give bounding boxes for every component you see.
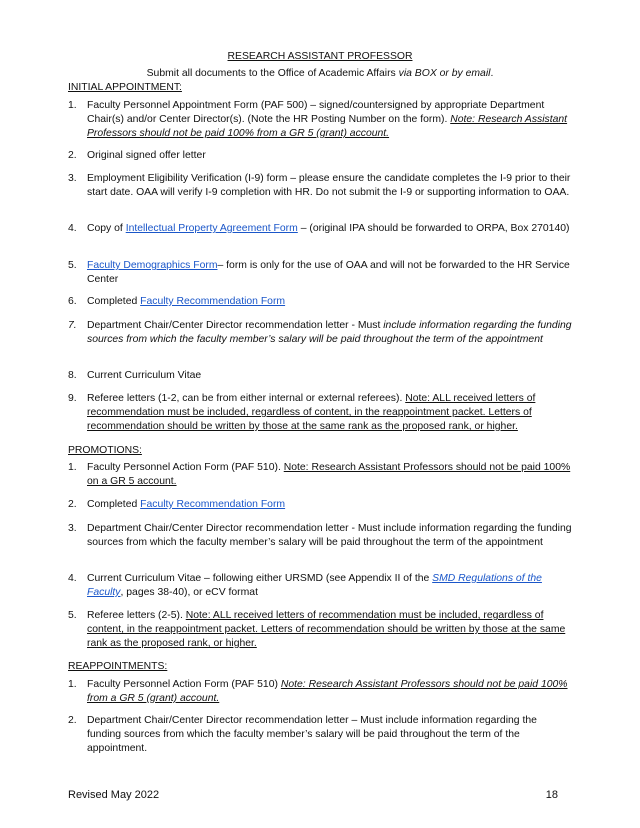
item-note: Note: Research Assistant Professors should not be paid 100% on a GR 5 account. bbox=[87, 462, 571, 487]
submit-method: via BOX or by email bbox=[398, 68, 491, 79]
item-text: Department Chair/Center Director recommendation letter - Must bbox=[87, 320, 384, 331]
item-text: Completed bbox=[87, 296, 141, 307]
list-number: 1. bbox=[68, 679, 77, 690]
list-number: 9. bbox=[68, 393, 77, 404]
item-text: Faculty Personnel Action Form (PAF 510). bbox=[87, 462, 284, 473]
list-number: 3. bbox=[68, 173, 77, 184]
item-note: Note: Research Assistant Professors should not be paid 100% from a GR 5 (grant) account. bbox=[87, 114, 568, 139]
list-number: 8. bbox=[68, 370, 77, 381]
recommendation-form-link[interactable]: Faculty Recommendation Form bbox=[140, 296, 286, 307]
list-number: 3. bbox=[68, 523, 77, 534]
list-number: 7. bbox=[68, 320, 77, 331]
item-text: Current Curriculum Vitae bbox=[87, 370, 202, 381]
item-text: Department Chair/Center Director recommendation letter - Must include information regarding the funding sources from which the faculty member’s salary will be paid throughout the term of the appointment bbox=[87, 523, 572, 548]
item-text: Department Chair/Center Director recommendation letter – Must include information regarding the funding sources from which the faculty member’s salary will be paid throughout the term of the appointment. bbox=[87, 715, 537, 754]
list-number: 6. bbox=[68, 296, 77, 307]
list-number: 2. bbox=[68, 150, 77, 161]
section-heading-promotions: PROMOTIONS: bbox=[68, 445, 142, 456]
page-title: RESEARCH ASSISTANT PROFESSOR bbox=[227, 51, 413, 62]
page-number: 18 bbox=[545, 789, 558, 801]
list-number: 4. bbox=[68, 573, 77, 584]
item-text: Copy of bbox=[87, 223, 126, 234]
item-text: Referee letters (2-5). bbox=[87, 610, 186, 621]
recommendation-form-link[interactable]: Faculty Recommendation Form bbox=[140, 499, 286, 510]
item-text: – form is only for the use of OAA and will not be forwarded to the HR Service Center bbox=[87, 260, 570, 285]
item-text: Original signed offer letter bbox=[87, 150, 206, 161]
section-heading-initial: INITIAL APPOINTMENT: bbox=[68, 82, 182, 93]
ipa-form-link[interactable]: Intellectual Property Agreement Form bbox=[125, 223, 298, 234]
demographics-form-link[interactable]: Faculty Demographics Form bbox=[87, 260, 218, 271]
revised-date: Revised May 2022 bbox=[68, 789, 160, 801]
submit-instruction bbox=[0, 67, 640, 81]
list-number: 2. bbox=[68, 499, 77, 510]
item-text: Faculty Personnel Action Form (PAF 510) bbox=[87, 679, 281, 690]
list-number: 5. bbox=[68, 260, 77, 271]
item-text: Completed bbox=[87, 499, 141, 510]
item-text: Referee letters (1-2, can be from either internal or external referees). bbox=[87, 393, 406, 404]
item-emphasis: include information regarding the funding sources from which the faculty member’s salary will be paid throughout the term of the appointment bbox=[87, 320, 572, 345]
item-text: Employment Eligibility Verification (I-9) form – please ensure the candidate completes the I-9 prior to their start date. OAA will verify I-9 completion with HR. Do not submit the I-9 or supporting information to OAA. bbox=[87, 173, 571, 198]
section-heading-reappointments: REAPPOINTMENTS: bbox=[68, 661, 168, 672]
item-note: Note: ALL received letters of recommendation must be included, regardless of content, in the reappointment packet. Letters of recommendation should be written by those at the same rank as the proposed rank, or higher. bbox=[87, 610, 566, 649]
submit-text: Submit all documents to the Office of Academic Affairs bbox=[146, 68, 399, 79]
list-number: 1. bbox=[68, 462, 77, 473]
list-number: 4. bbox=[68, 223, 77, 234]
item-text: , pages 38-40), or eCV format bbox=[120, 587, 258, 598]
item-text: Current Curriculum Vitae – following either URSMD (see Appendix II of the bbox=[87, 573, 433, 584]
smd-regulations-link[interactable]: SMD Regulations of the Faculty bbox=[87, 573, 542, 598]
list-number: 1. bbox=[68, 100, 77, 111]
item-note: Note: ALL received letters of recommendation must be included, regardless of content, in the reappointment packet. Letters of recommendation should be written by those at the same rank as the proposed rank, or higher. bbox=[87, 393, 536, 432]
submit-end: . bbox=[490, 68, 494, 79]
item-text: Faculty Personnel Appointment Form (PAF 500) – signed/countersigned by appropriate Department Chair(s) and/or Center Director(s). (Note the HR Posting Number on the form). bbox=[87, 100, 545, 125]
list-number: 5. bbox=[68, 610, 77, 621]
item-note: Note: Research Assistant Professors should not be paid 100% from a GR 5 (grant) account. bbox=[87, 679, 568, 704]
list-number: 2. bbox=[68, 715, 77, 726]
item-text: – (original IPA should be forwarded to ORPA, Box 270140) bbox=[297, 223, 570, 234]
